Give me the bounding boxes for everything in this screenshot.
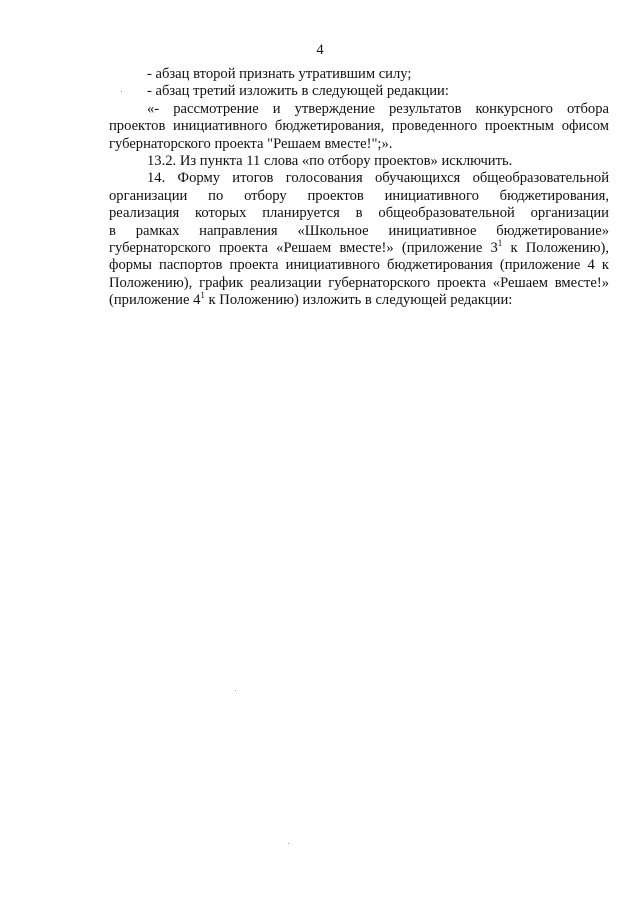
item-abzac-vtoroj: - абзац второй признать утратившим силу; bbox=[147, 66, 412, 82]
p14-line-5-text-a: губернаторского проекта «Решаем вместе!» (приложение 3 bbox=[109, 240, 498, 257]
quote-line-3: губернаторского проекта "Решаем вместе!";». bbox=[109, 135, 393, 152]
p14-line-5-superscript: 1 bbox=[497, 238, 503, 249]
p14-line-3: реализация которых планируется в общеобразовательной организации bbox=[109, 205, 609, 222]
p14-line-1: 14. Форму итогов голосования обучающихся общеобразовательной bbox=[147, 170, 609, 187]
paragraph-13-2: 13.2. Из пункта 11 слова «по отбору проектов» исключить. bbox=[147, 153, 513, 170]
p14-line-6: формы паспортов проекта инициативного бюджетирования (приложение 4 к bbox=[109, 257, 609, 274]
p14-line-4: в рамках направления «Школьное инициативное бюджетирование» bbox=[109, 222, 609, 239]
paragraph-14 bbox=[109, 170, 609, 309]
p14-line-5-text-b: к Положению), bbox=[502, 240, 609, 257]
p14-line-8-text-b: к Положению) изложить в следующей редакции: bbox=[204, 292, 513, 309]
p14-line-5 bbox=[109, 240, 609, 257]
scan-speck bbox=[235, 690, 236, 691]
page-number: 4 bbox=[316, 42, 324, 58]
quoted-paragraph bbox=[109, 101, 609, 153]
p14-line-8-text-a: (приложение 4 bbox=[109, 292, 201, 309]
p14-line-2: организации по отбору проектов инициативного бюджетирования, bbox=[109, 187, 609, 204]
p14-line-8 bbox=[109, 292, 609, 309]
scan-speck bbox=[121, 91, 122, 92]
p14-line-7: Положению), график реализации губернаторского проекта «Решаем вместе!» bbox=[109, 274, 609, 291]
quote-line-1: «- рассмотрение и утверждение результатов конкурсного отбора bbox=[147, 100, 609, 117]
item-abzac-tretij: - абзац третий изложить в следующей редакции: bbox=[147, 83, 449, 100]
scan-speck bbox=[288, 843, 289, 844]
p14-line-8-superscript: 1 bbox=[200, 290, 205, 301]
quote-line-2: проектов инициативного бюджетирования, проведенного проектным офисом bbox=[109, 118, 609, 135]
document-body bbox=[109, 66, 609, 310]
